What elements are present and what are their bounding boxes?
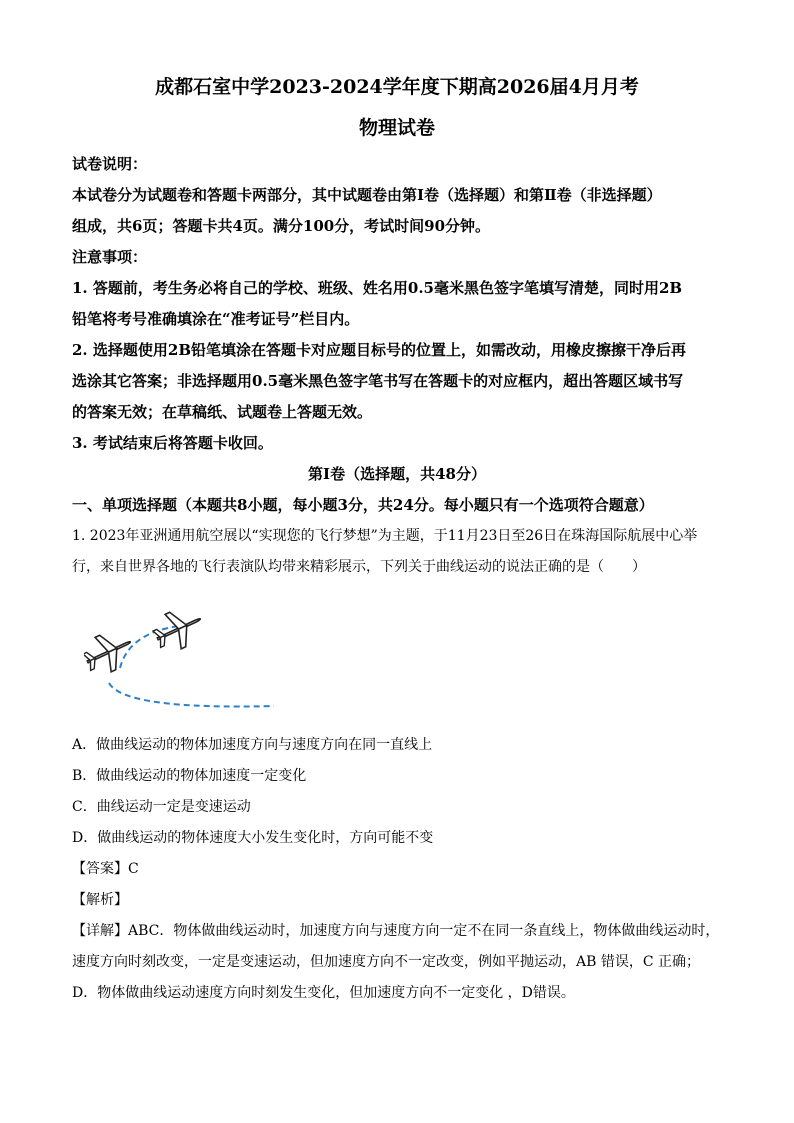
attention-item-1b: 铅笔将考号准确填涂在“准考证号”栏目内。	[72, 310, 360, 328]
detail-text-1: ABC．物体做曲线运动时，加速度方向与速度方向一定不在同一条直线上，物体做曲线运动时，	[128, 923, 720, 939]
notes-body-2: 组成，共6页；答题卡共4页。满分100分，考试时间90分钟。	[72, 217, 491, 235]
attention-item-2c: 的答案无效；在草稿纸、试题卷上答题无效。	[72, 403, 373, 421]
notes-body-1: 本试卷分为试题卷和答题卡两部分，其中试题卷由第Ⅰ卷（选择题）和第Ⅱ卷（非选择题）	[72, 186, 662, 204]
attention-heading: 注意事项：	[72, 248, 148, 266]
airplane-icon	[149, 608, 209, 656]
answer-row	[72, 858, 728, 878]
option-c: C．曲线运动一定是变速运动	[72, 799, 251, 815]
answer-value: C	[128, 861, 139, 877]
section-heading: 一、单项选择题（本题共8小题，每小题3分，共24分。每小题只有一个选项符合题意）	[72, 496, 654, 514]
detail-line-1	[72, 920, 728, 940]
question1-stem-a: 1. 2023年亚洲通用航空展以“实现您的飞行梦想”为主题，于11月23日至26日在珠海国际航展中心举	[72, 528, 698, 544]
exam-title: 成都石室中学2023-2024学年度下期高2026届4月月考	[155, 76, 639, 98]
answer-label: 【答案】	[72, 861, 128, 877]
attention-item-2a: 2. 选择题使用2B铅笔填涂在答题卡对应题目标号的位置上，如需改动，用橡皮擦擦干净后再	[72, 341, 687, 359]
airplanes-curve-icon	[84, 608, 284, 712]
option-a: A．做曲线运动的物体加速度方向与速度方向在同一直线上	[72, 737, 433, 753]
detail-line-2: 速度方向时刻改变，一定是变速运动，但加速度方向不一定改变，例如平抛运动，AB 错误，C 正确；	[72, 954, 701, 970]
option-b: B．做曲线运动的物体加速度一定变化	[72, 768, 307, 784]
option-d: D．做曲线运动的物体速度大小发生变化时，方向可能不变	[72, 830, 434, 846]
notes-heading: 试卷说明：	[72, 155, 148, 173]
attention-item-2b: 选涂其它答案；非选择题用0.5毫米黑色签字笔书写在答题卡的对应框内，超出答题区域书写	[72, 372, 684, 390]
attention-item-1a: 1. 答题前，考生务必将自己的学校、班级、姓名用0.5毫米黑色签字笔填写清楚，同时用2B	[72, 279, 683, 297]
detail-label: 【详解】	[72, 923, 128, 939]
question1-stem-b: 行，来自世界各地的飞行表演队均带来精彩展示，下列关于曲线运动的说法正确的是（ ）	[72, 559, 646, 575]
airplane-icon	[84, 625, 138, 680]
exam-subtitle: 物理试卷	[358, 117, 435, 139]
attention-item-3: 3. 考试结束后将答题卡收回。	[72, 434, 273, 452]
detail-line-3: D．物体做曲线运动速度方向时刻发生变化，但加速度方向不一定变化 ，D错误。	[72, 985, 575, 1001]
analysis-label: 【解析】	[72, 892, 128, 908]
part1-heading: 第Ⅰ卷（选择题，共48分）	[308, 465, 486, 483]
